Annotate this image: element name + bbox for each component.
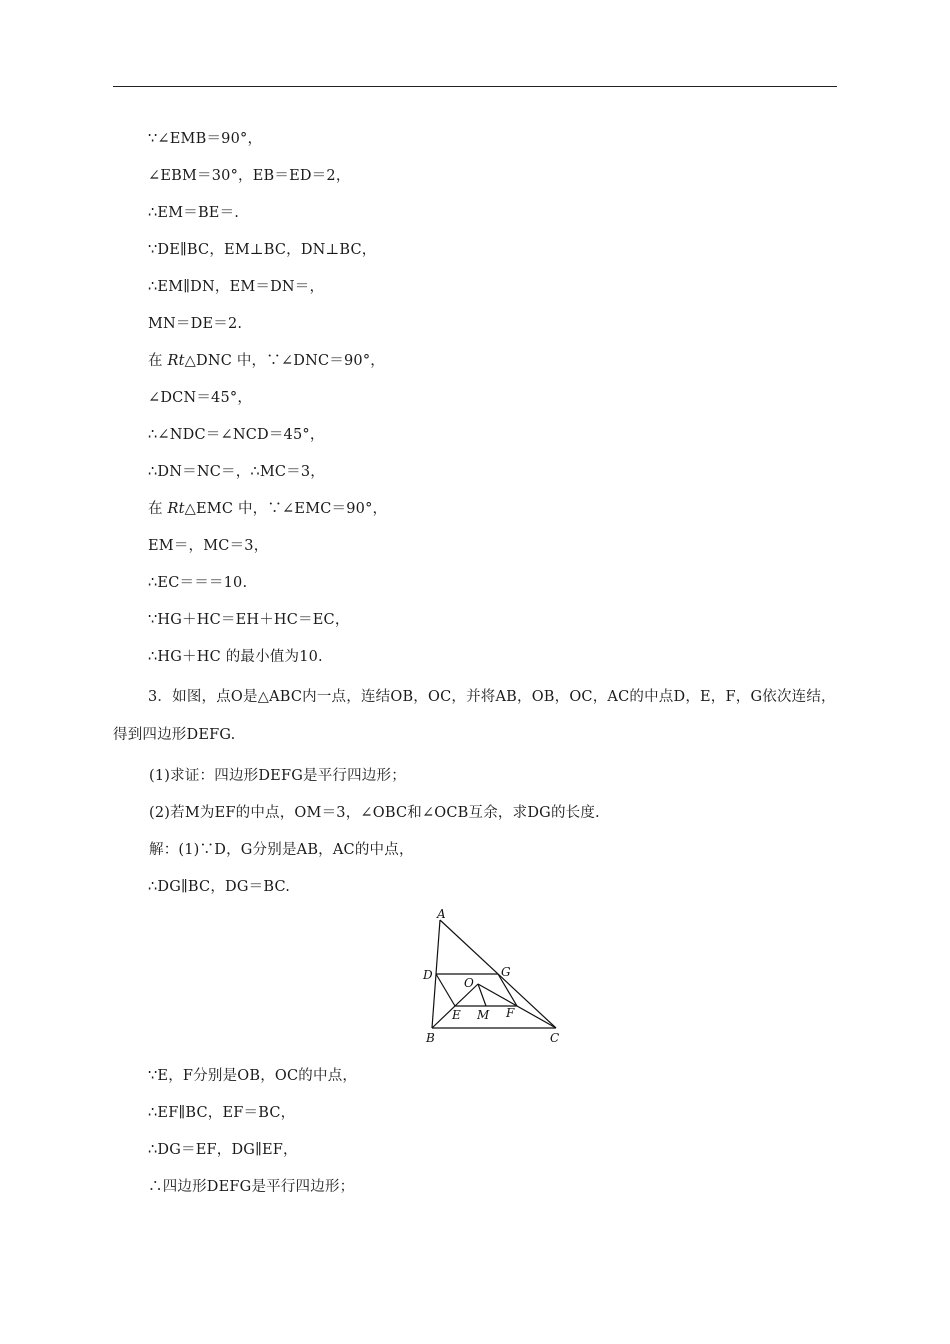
text-line: MN＝DE＝2.	[148, 316, 243, 332]
text-line: ∠EBM＝30°，EB＝ED＝2，	[148, 168, 351, 184]
text-line: ∴EM∥DN，EM＝DN＝，	[148, 279, 325, 295]
text-line: ∴EC＝＝＝10.	[148, 575, 248, 591]
text-line: ∴EF∥BC，EF＝BC，	[148, 1105, 296, 1121]
text-line: EM＝，MC＝3，	[148, 538, 269, 554]
text-line: 在 Rt△DNC 中，∵∠DNC＝90°，	[148, 353, 385, 369]
text-line: ∴HG＋HC 的最小值为10.	[148, 649, 323, 665]
label-o: O	[464, 976, 474, 990]
solution-line: ∴DG∥BC，DG＝BC.	[148, 879, 291, 895]
problem-part-1: (1)求证：四边形DEFG是平行四边形；	[149, 768, 406, 784]
segment-de	[436, 974, 455, 1006]
text-line: ∴∠NDC＝∠NCD＝45°，	[148, 427, 325, 443]
text-line: ∴EM＝BE＝.	[148, 205, 240, 221]
label-d: D	[423, 968, 433, 982]
text-line: ∵DE∥BC，EM⊥BC，DN⊥BC，	[148, 242, 377, 258]
label-b: B	[426, 1031, 435, 1045]
triangle-diagram	[418, 906, 568, 1048]
text-line: ∠DCN＝45°，	[148, 390, 253, 406]
text-line: ∵∠EMB＝90°，	[148, 131, 263, 147]
solution-line: 解：(1)∵D，G分别是AB，AC的中点，	[149, 842, 414, 858]
problem-statement: 3．如图，点O是△ABC内一点，连结OB，OC，并将AB，OB，OC，AC的中点D，E，F，G依次连结，得到四边形DEFG.	[113, 689, 836, 743]
label-m: M	[477, 1008, 490, 1022]
label-g: G	[501, 965, 511, 979]
header-rule	[113, 86, 837, 87]
text-line: 在 Rt△EMC 中，∵∠EMC＝90°，	[148, 501, 388, 517]
text-line: ∴DN＝NC＝，∴MC＝3，	[148, 464, 326, 480]
label-a: A	[437, 907, 446, 921]
label-c: C	[550, 1031, 560, 1045]
text-line: ∵E，F分别是OB，OC的中点，	[148, 1068, 358, 1084]
text-line: ∴DG＝EF，DG∥EF，	[148, 1142, 298, 1158]
text-line: ∴四边形DEFG是平行四边形；	[148, 1179, 355, 1195]
label-f: F	[506, 1006, 515, 1020]
text-line: ∵HG＋HC＝EH＋HC＝EC，	[148, 612, 350, 628]
problem-part-2: (2)若M为EF的中点，OM＝3，∠OBC和∠OCB互余，求DG的长度.	[149, 805, 600, 821]
geometry-figure	[418, 906, 568, 1048]
label-e: E	[452, 1008, 461, 1022]
